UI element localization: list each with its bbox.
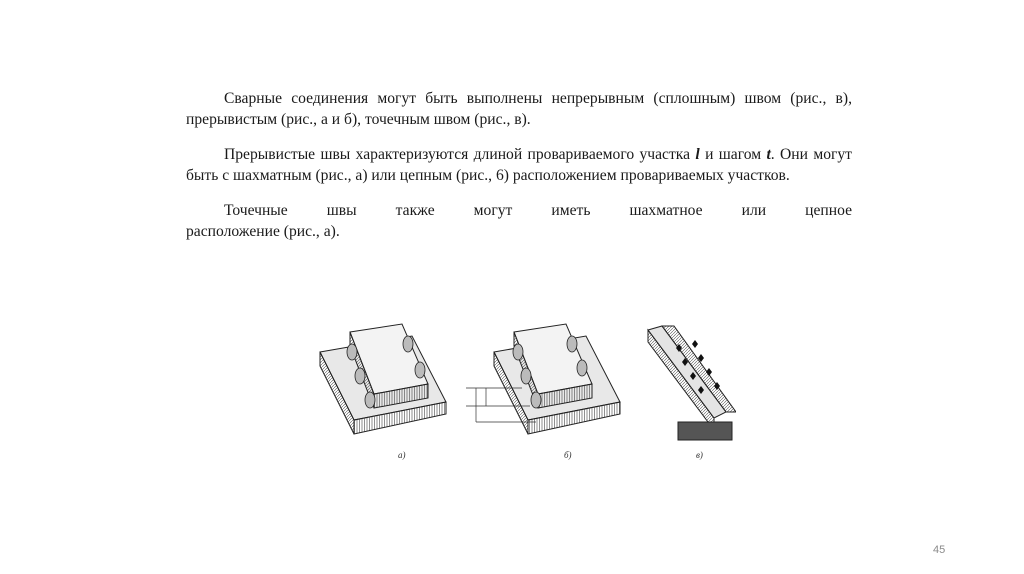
- figure-b-label: б): [564, 450, 572, 460]
- variable-t: t: [766, 146, 771, 163]
- figure-c-label: в): [696, 450, 703, 460]
- figure-a-label: а): [398, 450, 406, 460]
- paragraph-3: [186, 200, 852, 242]
- paragraph-2-part-b: и шагом: [699, 146, 767, 163]
- page-number: 45: [933, 544, 946, 556]
- paragraph-2: [186, 144, 852, 186]
- text-block: [186, 88, 852, 256]
- variable-l: l: [695, 146, 700, 163]
- weld-joints-figure: [316, 322, 736, 464]
- paragraph-3-line-2: расположение (рис., а).: [186, 223, 340, 240]
- figure-b-drawing: [466, 324, 620, 434]
- weld-joints-drawing: [316, 322, 736, 464]
- paragraph-3-line-1: Точечные швы также могут иметь шахматное или цепное: [224, 202, 852, 219]
- paragraph-2-part-c: . Они могут быть с шахматным (рис., а) или цепным (рис., 6) расположением провариваемых участков.: [186, 146, 852, 184]
- paragraph-2-part-a: Прерывистые швы характеризуются длиной провариваемого участка: [224, 146, 696, 163]
- figure-a-drawing: [320, 324, 446, 434]
- paragraph-1: Сварные соединения могут быть выполнены непрерывным (сплошным) швом (рис., в), прерывистым (рис., а и б), точечным швом (рис., в).: [186, 90, 852, 128]
- figure-c-drawing: [648, 326, 736, 440]
